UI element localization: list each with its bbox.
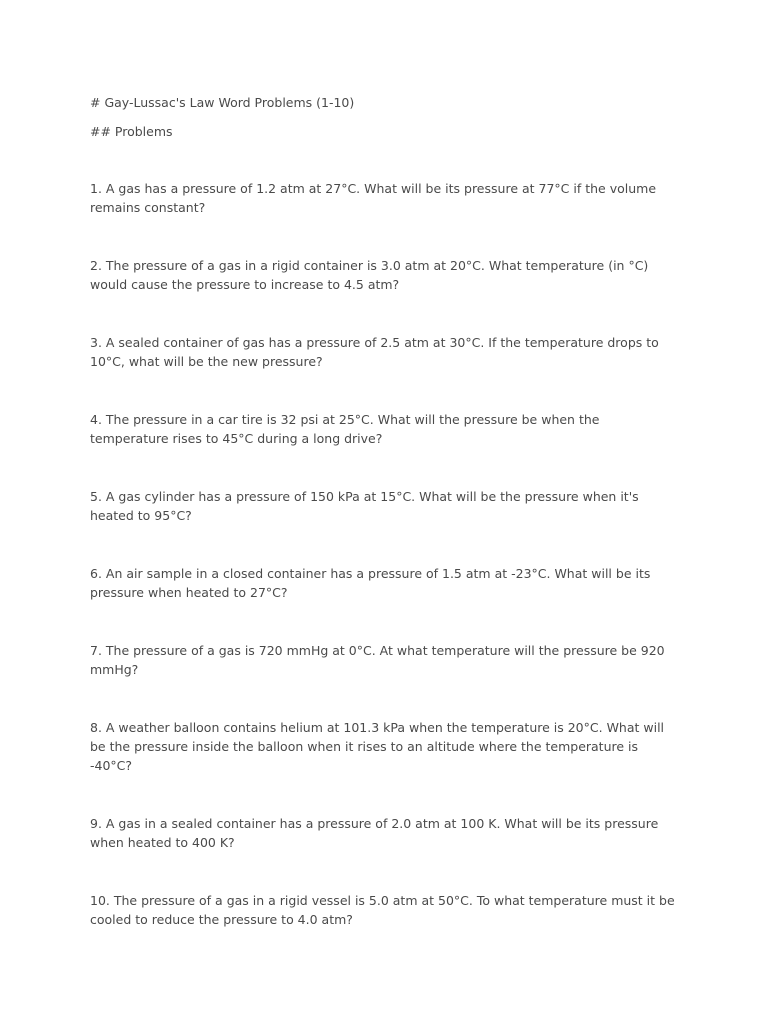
section-heading: ## Problems (90, 124, 173, 139)
problem-item: 5. A gas cylinder has a pressure of 150 kPa at 15°C. What will be the pressure when it's heated to 95°C? (90, 489, 639, 523)
problem-item: 1. A gas has a pressure of 1.2 atm at 27°C. What will be its pressure at 77°C if the volume remains constant? (90, 181, 657, 215)
problem-item: 4. The pressure in a car tire is 32 psi at 25°C. What will the pressure be when the temperature rises to 45°C during a long drive? (90, 412, 600, 446)
problem-item: 3. A sealed container of gas has a pressure of 2.5 atm at 30°C. If the temperature drops to 10°C, what will be the new pressure? (90, 335, 659, 369)
problem-item: 2. The pressure of a gas in a rigid container is 3.0 atm at 20°C. What temperature (in °C) would cause the pressure to increase to 4.5 atm? (90, 258, 649, 292)
problem-item: 10. The pressure of a gas in a rigid vessel is 5.0 atm at 50°C. To what temperature must it be cooled to reduce the pressure to 4.0 atm? (90, 893, 675, 927)
problem-item: 9. A gas in a sealed container has a pressure of 2.0 atm at 100 K. What will be its pressure when heated to 400 K? (90, 816, 659, 850)
problem-item: 8. A weather balloon contains helium at 101.3 kPa when the temperature is 20°C. What will be the pressure inside the balloon when it rises to an altitude where the temperature is -40°C? (90, 720, 665, 773)
problem-list (90, 179, 678, 929)
problem-item: 7. The pressure of a gas is 720 mmHg at 0°C. At what temperature will the pressure be 920 mmHg? (90, 643, 665, 677)
document-title: # Gay-Lussac's Law Word Problems (1-10) (90, 95, 355, 110)
problem-item: 6. An air sample in a closed container has a pressure of 1.5 atm at -23°C. What will be its pressure when heated to 27°C? (90, 566, 651, 600)
